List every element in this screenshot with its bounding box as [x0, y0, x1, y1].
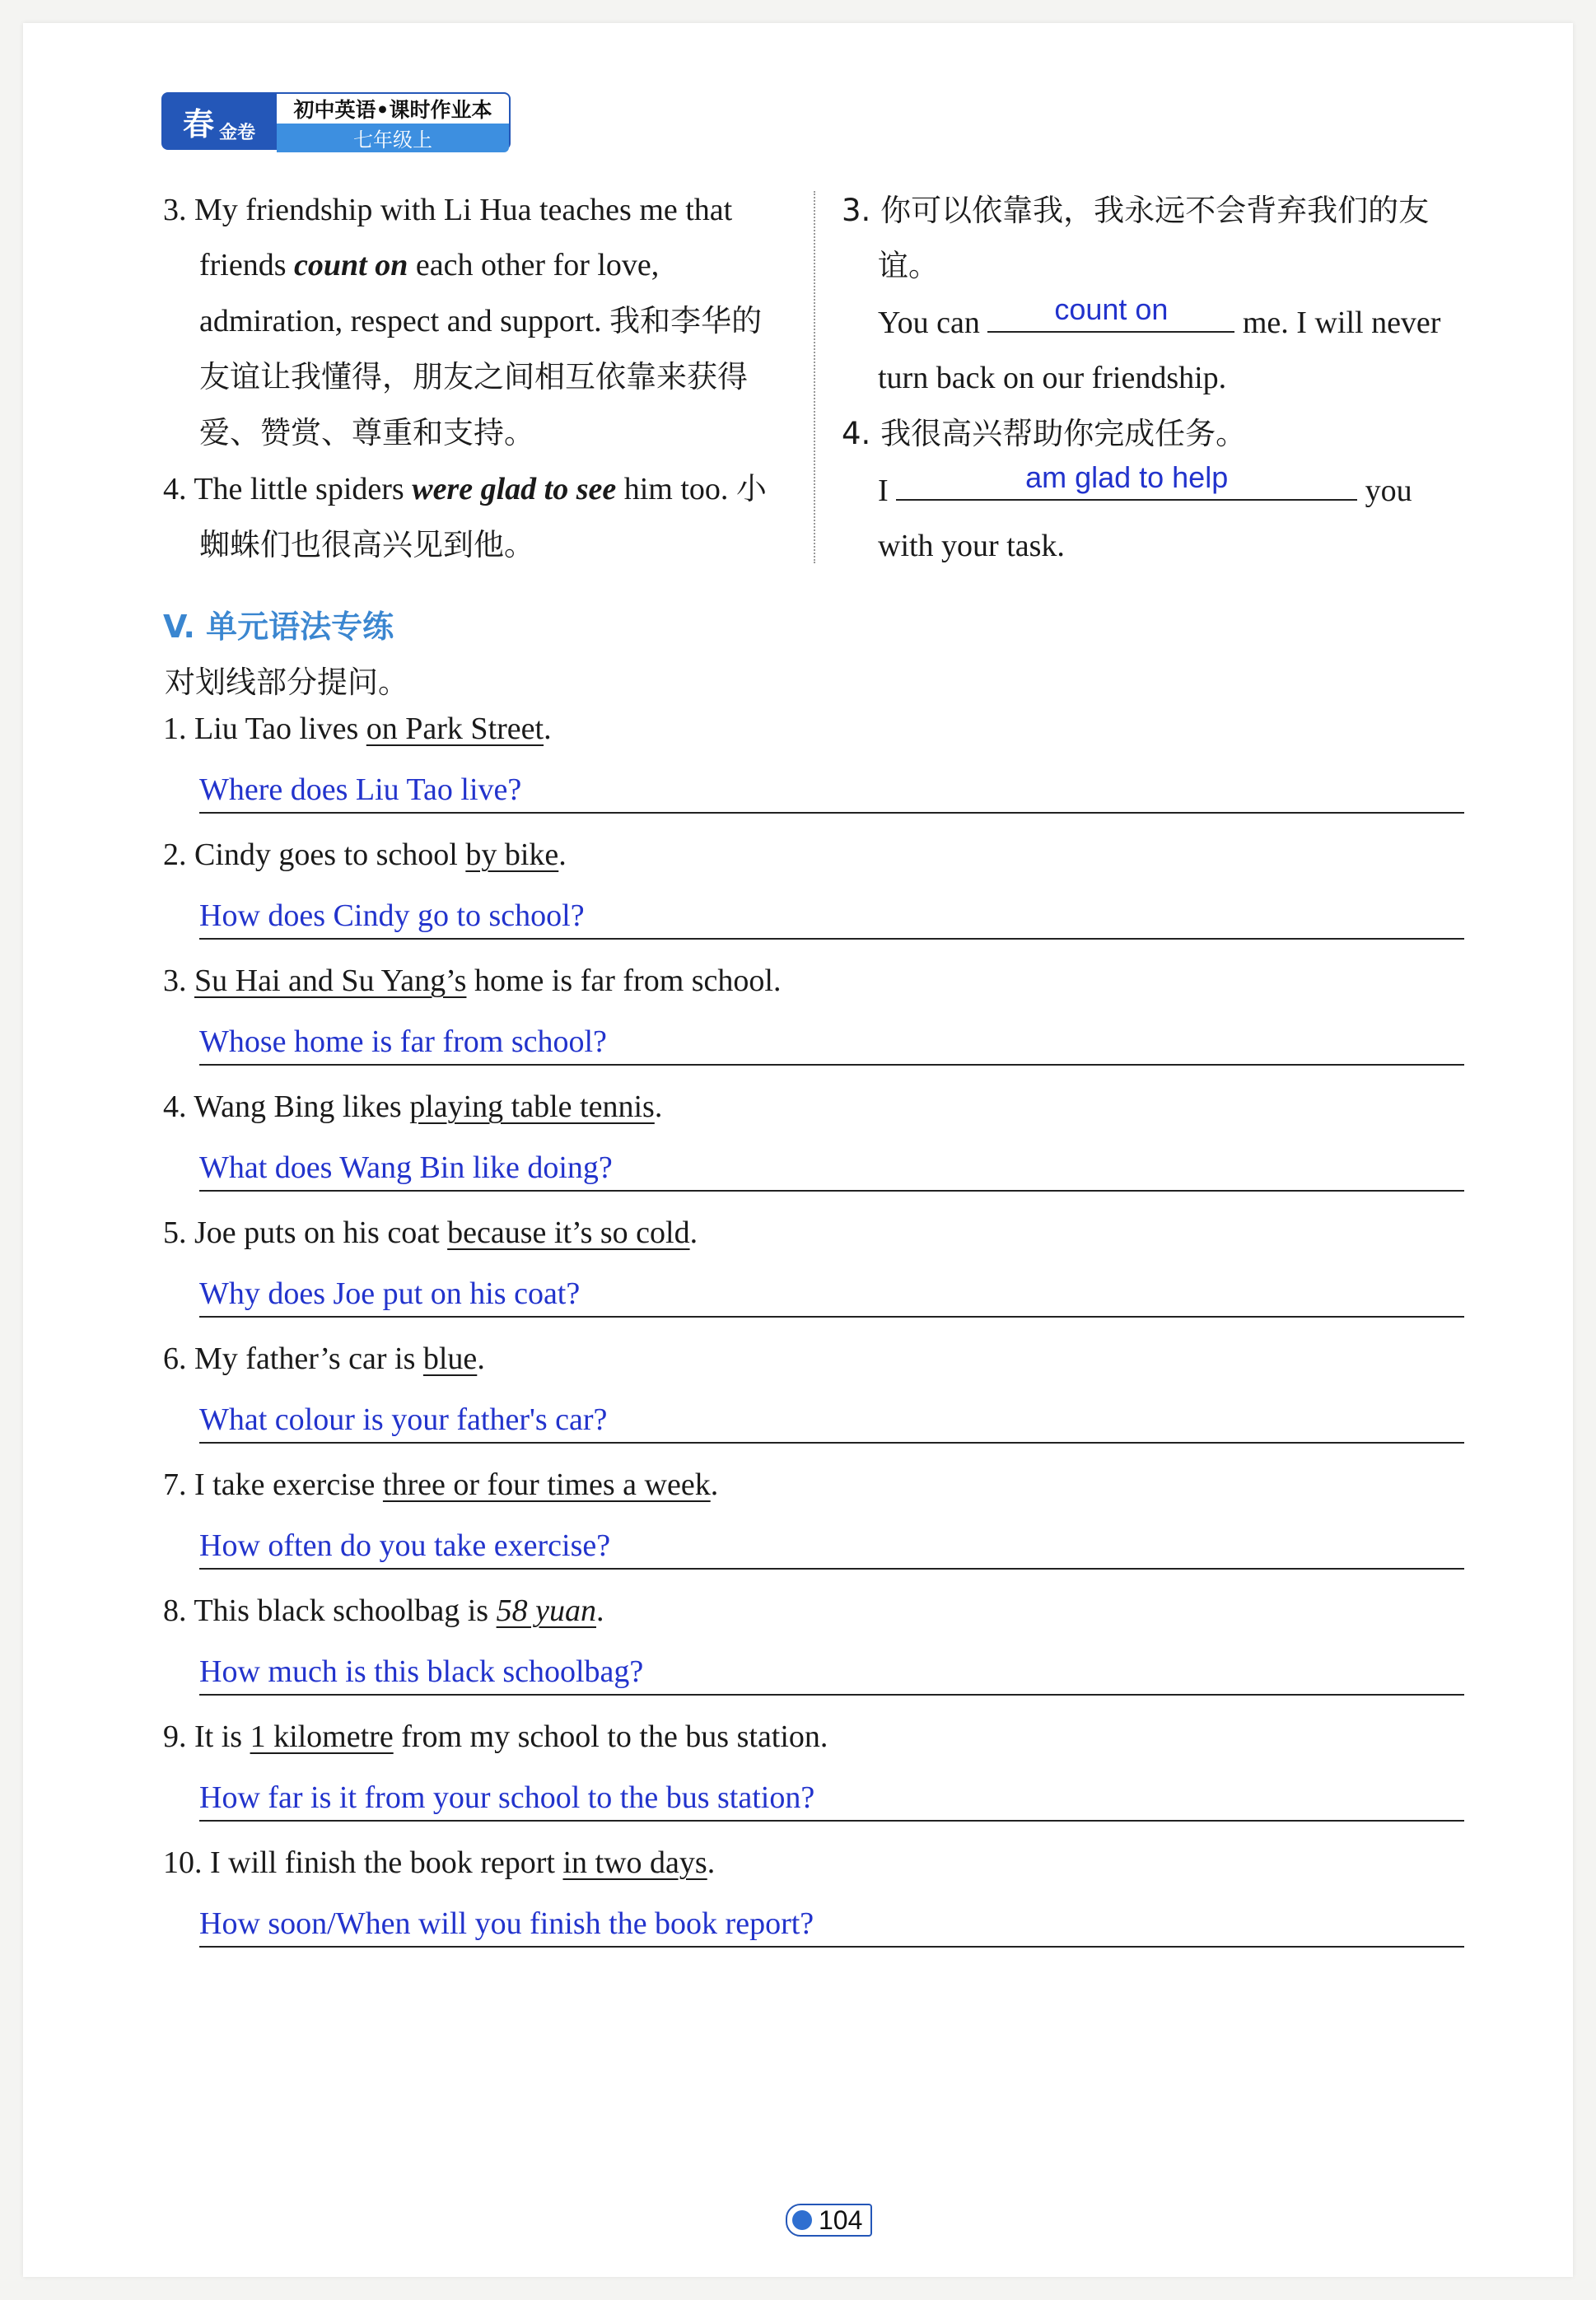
- question-item: [163, 1842, 1472, 1968]
- question-number: 10.: [163, 1845, 203, 1880]
- chinese-translation: 小蜘蛛们也很高兴见到他。: [199, 471, 767, 562]
- item-number: 3.: [163, 193, 187, 227]
- section-title: V. 单元语法专练: [163, 609, 394, 645]
- series-title: 初中英语•课时作业本: [293, 98, 492, 122]
- section-instruction: 对划线部分提问。: [165, 665, 408, 700]
- column-divider: [814, 191, 815, 563]
- item-text: The little spiders: [194, 472, 404, 506]
- question-number: 2.: [163, 837, 187, 872]
- filled-answer: am glad to help: [1025, 460, 1229, 494]
- answer-line[interactable]: How far is it from your school to the bus station?: [199, 1775, 1464, 1822]
- underlined-part: 1 kilometre: [250, 1719, 394, 1754]
- question-item: [163, 1464, 1472, 1590]
- right-item-4-answer: [842, 461, 1468, 574]
- question-text: I will finish the book report: [210, 1845, 563, 1880]
- question-item: [163, 1338, 1472, 1464]
- sentence-continuation: with your task.: [878, 529, 1065, 563]
- question-number: 9.: [163, 1719, 187, 1754]
- underlined-part: because it’s so cold: [447, 1215, 690, 1250]
- question-number: 1.: [163, 711, 187, 746]
- question-item: [163, 708, 1472, 834]
- item-text: him too.: [623, 472, 729, 506]
- right-item-4-prompt: [842, 406, 1468, 461]
- key-phrase: were glad to see: [412, 472, 617, 506]
- right-item-3-answer: [842, 293, 1468, 406]
- question-text: .: [544, 711, 552, 746]
- answer-line[interactable]: Why does Joe put on his coat?: [199, 1271, 1464, 1318]
- underlined-part: Su Hai and Su Yang’s: [194, 963, 467, 998]
- question-number: 6.: [163, 1341, 187, 1376]
- left-column: [163, 183, 787, 573]
- question-number: 4.: [163, 1089, 187, 1124]
- question-text: .: [710, 1467, 719, 1502]
- item-number: 3.: [842, 193, 871, 228]
- chinese-translation: 我和李华的友谊让我懂得，朋友之间相互依靠来获得爱、赞赏、尊重和支持。: [199, 303, 763, 450]
- logo-sub: 金卷: [219, 122, 256, 143]
- right-column: [842, 183, 1468, 574]
- item-number: 4.: [842, 416, 871, 451]
- question-text: .: [595, 1593, 604, 1628]
- logo-mark: 春: [182, 105, 214, 142]
- answer-line[interactable]: How soon/When will you finish the book report?: [199, 1901, 1464, 1948]
- item-text: each other for love, admiration, respect and support.: [199, 248, 660, 338]
- question-number: 8.: [163, 1593, 187, 1628]
- answer-line[interactable]: What does Wang Bin like doing?: [199, 1145, 1464, 1192]
- sentence-continuation: turn back on our friendship.: [878, 361, 1227, 395]
- question-text: .: [558, 837, 567, 872]
- question-text: from my school to the bus station.: [393, 1719, 828, 1754]
- page-number-badge: [786, 2204, 872, 2237]
- sentence-start: I: [878, 474, 889, 508]
- question-text: This black schoolbag is: [194, 1593, 497, 1628]
- sentence-start: You can: [878, 306, 980, 340]
- book-logo: [161, 92, 512, 150]
- answer-line[interactable]: Where does Liu Tao live?: [199, 767, 1464, 814]
- left-item-4: [163, 461, 787, 573]
- question-item: [163, 1716, 1472, 1842]
- answer-line[interactable]: What colour is your father's car?: [199, 1397, 1464, 1444]
- answer-line[interactable]: How does Cindy go to school?: [199, 893, 1464, 940]
- question-text: .: [654, 1089, 663, 1124]
- question-text: .: [689, 1215, 698, 1250]
- question-text: Wang Bing likes: [194, 1089, 410, 1124]
- question-item: [163, 960, 1472, 1086]
- item-text: My friendship with Li Hua teaches me that friends: [194, 193, 733, 282]
- item-number: 4.: [163, 472, 187, 506]
- answer-line[interactable]: Whose home is far from school?: [199, 1019, 1464, 1066]
- series-label: [277, 92, 511, 150]
- filled-answer: count on: [1054, 292, 1169, 326]
- bullet-dot-icon: [792, 2210, 812, 2230]
- question-list: [163, 708, 1472, 1968]
- question-text: I take exercise: [194, 1467, 383, 1502]
- answer-blank[interactable]: [987, 293, 1234, 333]
- underlined-part: blue: [422, 1341, 478, 1376]
- grade-label: 七年级上: [277, 124, 509, 152]
- page-number: 104: [819, 2204, 863, 2235]
- chinese-sentence: 你可以依靠我，我永远不会背弃我们的友谊。: [878, 193, 1430, 283]
- sentence-end: me. I will never: [1242, 306, 1441, 340]
- question-text: My father’s car is: [194, 1341, 423, 1376]
- underlined-part: three or four times a week: [382, 1467, 711, 1502]
- underlined-part: in two days: [562, 1845, 707, 1880]
- question-item: [163, 834, 1472, 960]
- question-text: Joe puts on his coat: [194, 1215, 448, 1250]
- key-phrase: count on: [294, 248, 408, 282]
- question-item: [163, 1590, 1472, 1716]
- question-item: [163, 1086, 1472, 1212]
- question-number: 3.: [163, 963, 187, 998]
- answer-line[interactable]: How much is this black schoolbag?: [199, 1649, 1464, 1696]
- question-number: 7.: [163, 1467, 187, 1502]
- underlined-part: on Park Street: [366, 711, 544, 746]
- logo-badge: [161, 92, 277, 150]
- question-item: [163, 1212, 1472, 1338]
- underlined-part: 58 yuan: [496, 1593, 596, 1628]
- question-text: It is: [194, 1719, 250, 1754]
- underlined-part: playing table tennis: [409, 1089, 655, 1124]
- question-text: .: [707, 1845, 716, 1880]
- question-text: Liu Tao lives: [194, 711, 366, 746]
- underlined-part: by bike: [465, 837, 559, 872]
- sentence-end: you: [1365, 474, 1412, 508]
- left-item-3: [163, 183, 787, 461]
- answer-blank[interactable]: [896, 461, 1357, 501]
- question-text: .: [477, 1341, 485, 1376]
- answer-line[interactable]: How often do you take exercise?: [199, 1523, 1464, 1570]
- right-item-3-prompt: [842, 183, 1468, 293]
- question-text: Cindy goes to school: [194, 837, 466, 872]
- question-text: home is far from school.: [466, 963, 782, 998]
- chinese-sentence: 我很高兴帮助你完成任务。: [880, 416, 1247, 451]
- question-number: 5.: [163, 1215, 187, 1250]
